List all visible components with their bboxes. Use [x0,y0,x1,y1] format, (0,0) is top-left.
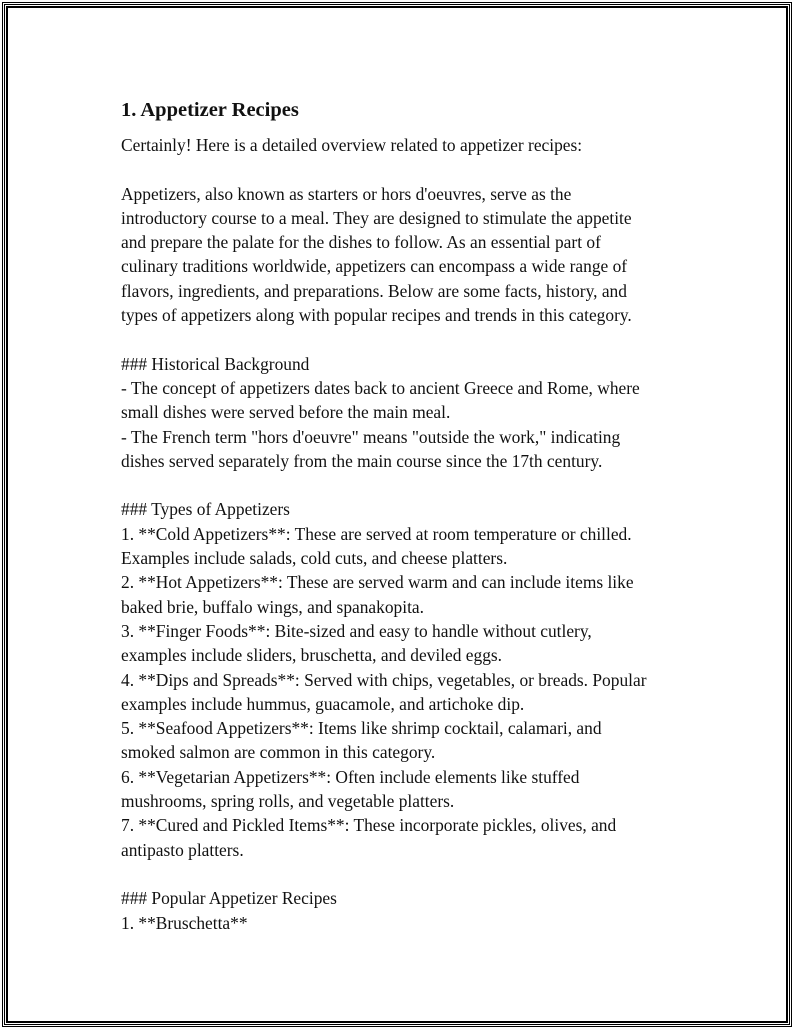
text-line: small dishes were served before the main meal. [121,402,451,423]
text-line: 6. **Vegetarian Appetizers**: Often include elements like stuffed [121,766,580,787]
text-line: Certainly! Here is a detailed overview related to appetizer recipes: [121,135,583,155]
text-line: Appetizers, also known as starters or hors d'oeuvres, serve as the [121,183,572,204]
text-line: ### Types of Appetizers [121,499,290,520]
document-title: 1. Appetizer Recipes [121,99,299,121]
text-line: ### Popular Appetizer Recipes [121,888,337,909]
text-line: 4. **Dips and Spreads**: Served with chips, vegetables, or breads. Popular [121,669,647,690]
text-line: baked brie, buffalo wings, and spanakopita. [121,596,424,617]
text-line: 1. **Bruschetta** [121,912,248,933]
blank-line [121,473,701,497]
document-page [2,2,792,1027]
text-line: flavors, ingredients, and preparations. Below are some facts, history, and [121,280,627,301]
text-line: and prepare the palate for the dishes to follow. As an essential part of [121,232,601,253]
text-line: examples include sliders, bruschetta, and deviled eggs. [121,645,503,666]
text-line: examples include hummus, guacamole, and artichoke dip. [121,693,525,714]
text-line: antipasto platters. [121,839,244,860]
document-body [121,95,701,935]
text-line: types of appetizers along with popular recipes and trends in this category. [121,305,632,326]
blank-line [121,327,701,351]
text-line: Examples include salads, cold cuts, and cheese platters. [121,548,508,569]
document-text [121,133,701,935]
text-line: - The French term "hors d'oeuvre" means "outside the work," indicating [121,426,621,447]
text-line: smoked salmon are common in this category. [121,742,436,763]
text-line: 3. **Finger Foods**: Bite-sized and easy to handle without cutlery, [121,620,592,641]
text-line: 1. **Cold Appetizers**: These are served at room temperature or chilled. [121,523,632,544]
text-line: 2. **Hot Appetizers**: These are served warm and can include items like [121,572,634,593]
text-line: introductory course to a meal. They are designed to stimulate the appetite [121,207,632,228]
text-line: mushrooms, spring rolls, and vegetable platters. [121,791,455,812]
text-line: dishes served separately from the main course since the 17th century. [121,450,603,471]
text-line: - The concept of appetizers dates back to ancient Greece and Rome, where [121,377,640,398]
blank-line [121,157,701,181]
text-line: 7. **Cured and Pickled Items**: These incorporate pickles, olives, and [121,815,617,836]
text-line: ### Historical Background [121,353,310,374]
blank-line [121,862,701,886]
text-line: culinary traditions worldwide, appetizers can encompass a wide range of [121,256,628,277]
text-line: 5. **Seafood Appetizers**: Items like shrimp cocktail, calamari, and [121,718,602,739]
